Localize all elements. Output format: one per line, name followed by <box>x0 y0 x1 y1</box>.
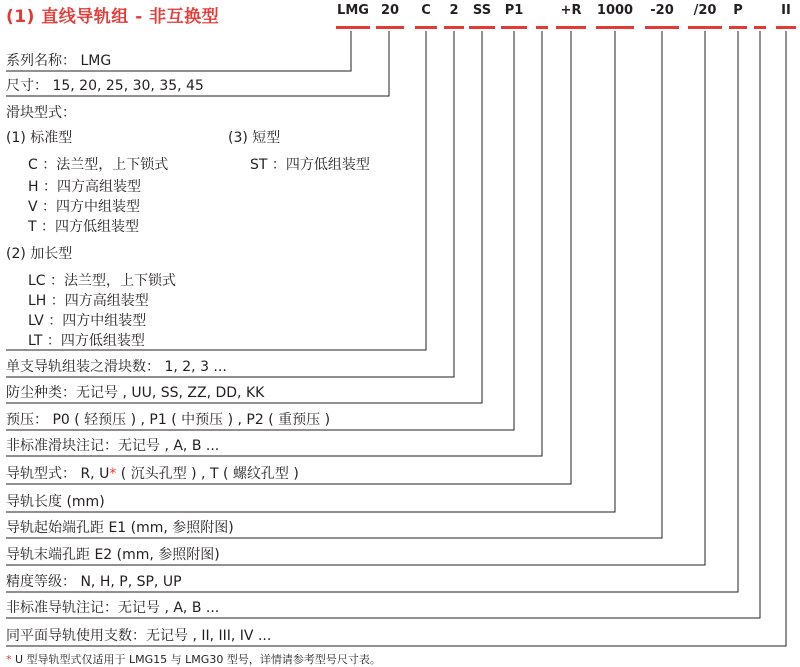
code-rail-type: +R <box>560 3 582 18</box>
diagram-title: (1) 直线导轨组 - 非互换型 <box>6 7 220 27</box>
block-item-t <box>28 216 139 236</box>
row-accuracy <box>6 571 182 591</box>
code-accuracy: P <box>733 3 743 18</box>
underline-nonstd-block <box>536 26 548 29</box>
row-value: 15, 20, 25, 30, 35, 45 <box>52 78 204 94</box>
block-code: LV <box>28 313 44 329</box>
row-value: 无记号 , A, B ... <box>118 600 220 616</box>
row-rail-type <box>6 463 299 483</box>
row-size <box>6 75 204 95</box>
row-label: 同平面导轨使用支数： <box>6 628 146 644</box>
block-desc: ：四方低组装型 <box>41 219 140 235</box>
code-dust-protection: SS <box>472 3 492 18</box>
row-block-type <box>6 102 76 122</box>
block-code: LC <box>28 273 46 289</box>
block-code: C <box>28 157 38 173</box>
block-code: H <box>28 179 39 195</box>
row-label: 防尘种类： <box>6 385 76 401</box>
block-code: T <box>28 219 37 235</box>
row-value: (mm) <box>66 494 105 510</box>
underline-e1 <box>645 26 679 29</box>
underline-rails-per-plane <box>776 26 796 29</box>
footnote-text: U 型导轨型式仅适用于 LMG15 与 LMG30 型号，详情请参考型号尺寸表。 <box>15 653 381 666</box>
underline-series <box>336 26 370 29</box>
block-desc: ：法兰型，上下锁式 <box>50 273 177 289</box>
row-label: 导轨末端孔距 E2 <box>6 547 113 563</box>
underline-rail-type <box>556 26 586 29</box>
block-desc: ：四方低组装型 <box>271 157 370 173</box>
code-blocks-per-rail: 2 <box>449 3 459 18</box>
row-label: 预压： <box>6 412 48 428</box>
row-label: 单支导轨组装之滑块数： <box>6 359 160 375</box>
row-nonstd-block <box>6 435 219 455</box>
block-desc: ：四方中组装型 <box>42 199 141 215</box>
block-code: V <box>28 199 38 215</box>
row-value: P0 ( 轻预压 ) , P1 ( 中预压 ) , P2 ( 重预压 ) <box>52 412 331 428</box>
row-value: 无记号 , II, III, IV ... <box>146 628 272 644</box>
row-label: 精度等级： <box>6 574 76 590</box>
block-desc: ：四方高组装型 <box>42 179 141 195</box>
underline-preload <box>501 26 527 29</box>
underline-nonstd-rail <box>754 26 766 29</box>
block-item-c <box>28 154 168 174</box>
row-e1 <box>6 517 234 537</box>
row-label: 导轨型式： <box>6 466 76 482</box>
row-e2 <box>6 544 220 564</box>
underline-block-type <box>415 26 437 29</box>
code-rail-length: 1000 <box>596 3 634 18</box>
block-code: ST <box>250 157 268 173</box>
underline-accuracy <box>729 26 747 29</box>
row-value: N, H, P, SP, UP <box>80 574 182 590</box>
row-value: 无记号 , A, B ... <box>118 438 220 454</box>
row-blocks-per-rail <box>6 356 227 376</box>
block-desc: ：法兰型，上下锁式 <box>42 157 169 173</box>
block-code: LT <box>28 333 43 349</box>
code-underlines <box>336 26 796 29</box>
block-item-st <box>250 154 370 174</box>
code-rails-per-plane: II <box>781 3 791 18</box>
block-desc: ：四方中组装型 <box>48 313 147 329</box>
block-long-header: (2) 加长型 <box>6 246 73 262</box>
row-rail-length <box>6 491 105 511</box>
row-value: (mm, 参照附图) <box>116 547 220 563</box>
block-item-lc <box>28 270 176 290</box>
row-value: 无记号 , UU, SS, ZZ, DD, KK <box>76 385 265 401</box>
block-item-v <box>28 196 140 216</box>
underline-rail-length <box>596 26 634 29</box>
underline-blocks-per-rail <box>444 26 464 29</box>
row-value-rest: ( 沉头孔型 ) , T ( 螺纹孔型 ) <box>120 466 299 482</box>
asterisk: * <box>109 466 117 482</box>
row-label: 导轨长度 <box>6 494 62 510</box>
code-size: 20 <box>380 3 400 18</box>
footnote-asterisk: * <box>6 653 12 666</box>
underline-dust-protection <box>469 26 495 29</box>
block-code: LH <box>28 293 47 309</box>
row-series <box>6 50 111 70</box>
row-label: 尺寸： <box>6 78 48 94</box>
block-item-lv <box>28 310 146 330</box>
row-label: 非标准导轨注记： <box>6 600 118 616</box>
block-desc: ：四方低组装型 <box>46 333 145 349</box>
block-item-lh <box>28 290 149 310</box>
row-nonstd-rail <box>6 597 219 617</box>
block-standard-header: (1) 标准型 <box>6 130 73 146</box>
row-value: LMG <box>80 53 112 69</box>
code-e2: /20 <box>693 3 717 18</box>
code-block-type: C <box>421 3 431 18</box>
row-preload <box>6 409 330 429</box>
code-series: LMG <box>337 3 369 18</box>
block-desc: ：四方高组装型 <box>50 293 149 309</box>
block-item-lt <box>28 330 145 350</box>
row-dust-protection <box>6 382 264 402</box>
row-label: 滑块型式： <box>6 105 76 121</box>
row-rails-per-plane <box>6 625 271 645</box>
block-short-header: (3) 短型 <box>228 130 281 146</box>
row-value: 1, 2, 3 ... <box>164 359 227 375</box>
row-label: 导轨起始端孔距 E1 <box>6 520 127 536</box>
underline-size <box>376 26 404 29</box>
code-preload: P1 <box>504 3 524 18</box>
code-e1: -20 <box>650 3 674 18</box>
underline-e2 <box>688 26 722 29</box>
row-value: (mm, 参照附图) <box>130 520 234 536</box>
block-item-h <box>28 176 141 196</box>
row-label: 非标准滑块注记： <box>6 438 118 454</box>
row-label: 系列名称： <box>6 53 76 69</box>
row-value: R, U <box>80 466 110 482</box>
